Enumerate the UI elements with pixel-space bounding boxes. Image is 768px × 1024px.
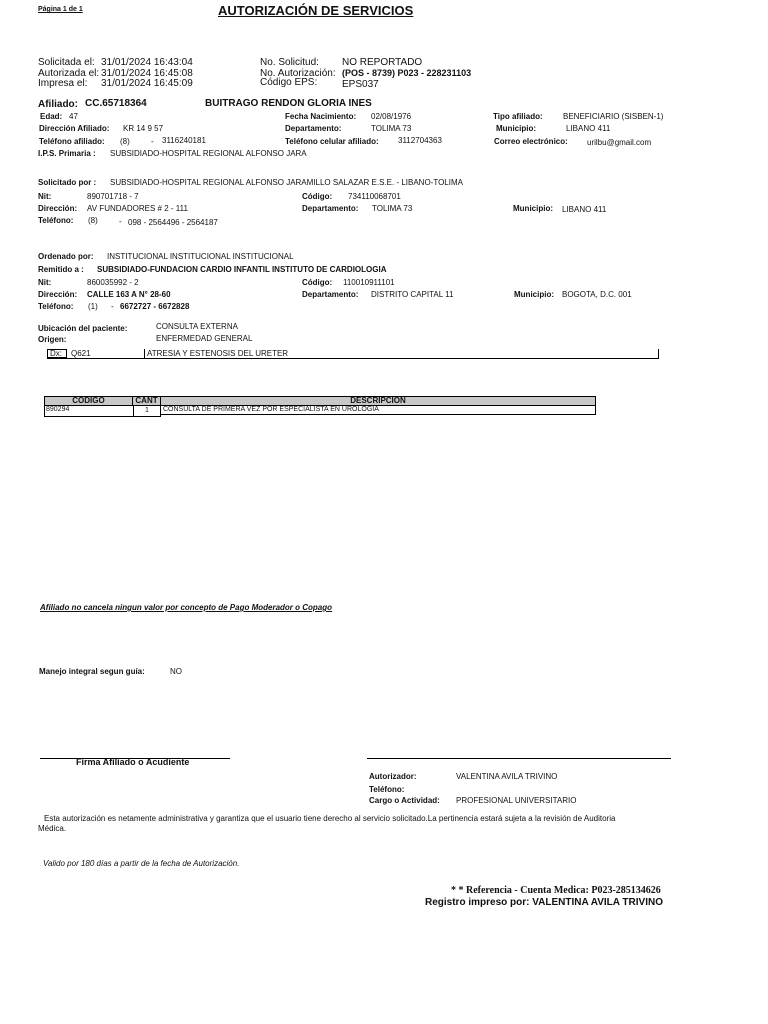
correo-label: Correo electrónico: [494, 137, 568, 146]
remitido-nit-value: 860035992 - 2 [87, 278, 139, 287]
col-header-cant: CANT [132, 396, 161, 406]
remitido-nit-label: Nit: [38, 278, 52, 287]
firma-afiliado-label: Firma Afiliado o Acudiente [76, 757, 190, 767]
dx-end-mark [658, 349, 659, 359]
telefono-afiliado-indicativo: (8) [120, 137, 130, 146]
copago-note: Afiliado no cancela ningun valor por concepto de Pago Moderador o Copago [40, 603, 333, 612]
dx-label: Dx: [50, 349, 62, 358]
remitido-direccion-value: CALLE 163 A N° 28-60 [87, 290, 171, 299]
manejo-integral-value: NO [170, 667, 182, 676]
solicitante-direccion-value: AV FUNDADORES # 2 - 111 [87, 204, 188, 213]
solicitada-value: 31/01/2024 16:43:04 [101, 57, 193, 68]
no-solicitud-value: NO REPORTADO [342, 57, 423, 68]
ubicacion-paciente-label: Ubicación del paciente: [38, 324, 128, 333]
codigo-eps-label: Código EPS: [260, 77, 318, 88]
solicitante-direccion-label: Dirección: [38, 204, 78, 213]
afiliado-label: Afiliado: [38, 99, 78, 110]
direccion-afiliado-label: Dirección Afiliado: [39, 124, 110, 133]
solicitante-municipio-label: Municipio: [513, 204, 553, 213]
municipio-afiliado-label: Municipio: [496, 124, 536, 133]
direccion-afiliado-value: KR 14 9 57 [123, 124, 164, 133]
impresa-label: Impresa el: [38, 78, 88, 89]
disclaimer-text: Esta autorización es netamente administrativa y garantiza que el usuario tiene derecho al servicio solicitado.La pertinencia estará sujeta a la revisión de Auditoria Médica. [38, 814, 616, 833]
fecha-nac-label: Fecha Nacimiento: [285, 112, 357, 121]
solicitante-departamento-value: TOLIMA 73 [372, 204, 413, 213]
origen-value: ENFERMEDAD GENERAL [156, 334, 253, 343]
dx-desc-underline [144, 358, 659, 359]
dx-code-underline [47, 358, 144, 359]
solicitante-telefono-dash: - [119, 217, 122, 226]
edad-value: 47 [69, 112, 78, 121]
document-title: AUTORIZACIÓN DE SERVICIOS [218, 3, 414, 18]
solicitante-telefono-label: Teléfono: [38, 216, 74, 225]
correo-value: urilbu@gmail.com [587, 138, 652, 147]
solicitado-por-value: SUBSIDIADO-HOSPITAL REGIONAL ALFONSO JARAMILLO SALAZAR E.S.E. - LIBANO-TOLIMA [110, 178, 463, 187]
codigo-eps-value: EPS037 [342, 79, 379, 90]
row-cant: 1 [133, 405, 161, 417]
ordenado-por-value: INSTITUCIONAL INSTITUCIONAL INSTITUCIONAL [107, 252, 294, 261]
remitido-a-value: SUBSIDIADO-FUNDACION CARDIO INFANTIL INSTITUTO DE CARDIOLOGIA [97, 265, 387, 274]
departamento-afiliado-label: Departamento: [285, 124, 342, 133]
remitido-municipio-value: BOGOTA, D.C. 001 [562, 290, 632, 299]
remitido-telefono-label: Teléfono: [38, 302, 74, 311]
page-counter: Página 1 de 1 [38, 6, 83, 13]
celular-afiliado-label: Teléfono celular afiliado: [285, 137, 379, 146]
solicitante-telefono-value: 098 - 2564496 - 2564187 [128, 218, 218, 227]
origen-label: Origen: [38, 335, 67, 344]
remitido-direccion-label: Dirección: [38, 290, 78, 299]
telefono-afiliado-dash: - [151, 137, 154, 146]
no-solicitud-label: No. Solicitud: [260, 57, 319, 68]
solicitante-codigo-label: Código: [302, 192, 333, 201]
departamento-afiliado-value: TOLIMA 73 [371, 124, 412, 133]
solicitante-nit-value: 890701718 - 7 [87, 192, 139, 201]
tipo-afiliado-label: Tipo afiliado: [493, 112, 543, 121]
impresa-value: 31/01/2024 16:45:09 [101, 78, 193, 89]
autorizada-value: 31/01/2024 16:45:08 [101, 68, 193, 79]
fecha-nac-value: 02/08/1976 [371, 112, 412, 121]
solicitante-codigo-value: 734110068701 [348, 192, 401, 201]
tipo-afiliado-value: BENEFICIARIO (SISBEN-1) [563, 112, 664, 121]
edad-label: Edad: [40, 112, 63, 121]
registro-impreso: Registro impreso por: VALENTINA AVILA TRIVINO [425, 897, 663, 908]
afiliado-name: BUITRAGO RENDON GLORIA INES [205, 98, 372, 109]
no-autorizacion-label: No. Autorización: [260, 68, 336, 79]
ips-primaria-value: SUBSIDIADO-HOSPITAL REGIONAL ALFONSO JARA [110, 149, 307, 158]
solicitante-nit-label: Nit: [38, 192, 52, 201]
solicitante-telefono-indicativo: (8) [88, 216, 98, 225]
ips-primaria-label: I.P.S. Primaria : [38, 149, 96, 158]
row-descripcion: CONSULTA DE PRIMERA VEZ POR ESPECIALISTA EN UROLOGIA [160, 405, 596, 415]
dx-code: Q621 [71, 349, 91, 358]
municipio-afiliado-value: LIBANO 411 [566, 124, 611, 133]
validez-note: Valido por 180 días a partir de la fecha de Autorización. [43, 859, 240, 868]
ubicacion-paciente-value: CONSULTA EXTERNA [156, 322, 238, 331]
remitido-codigo-value: 110010911101 [343, 278, 395, 287]
firma-autorizador-line [367, 758, 671, 759]
dx-description: ATRESIA Y ESTENOSIS DEL URETER [147, 349, 289, 358]
telefono-afiliado-value: 3116240181 [162, 136, 206, 145]
remitido-a-label: Remitido a : [38, 265, 84, 274]
autorizador-telefono-label: Teléfono: [369, 785, 405, 794]
ordenado-por-label: Ordenado por: [38, 252, 94, 261]
solicitante-departamento-label: Departamento: [302, 204, 359, 213]
col-header-codigo: CODIGO [44, 396, 133, 406]
solicitada-label: Solicitada el: [38, 57, 95, 68]
manejo-integral-label: Manejo integral segun guía: [39, 667, 145, 676]
remitido-departamento-label: Departamento: [302, 290, 359, 299]
afiliado-id: CC.65718364 [85, 98, 147, 109]
remitido-departamento-value: DISTRITO CAPITAL 11 [371, 290, 454, 299]
remitido-telefono-indicativo: (1) [88, 302, 98, 311]
no-autorizacion-value: (POS - 8739) P023 - 228231103 [342, 68, 472, 78]
remitido-codigo-label: Código: [302, 278, 333, 287]
referencia-cuenta: * * Referencia - Cuenta Medica: P023-285134626 [451, 885, 661, 896]
col-header-descripcion: DESCRIPCION [160, 396, 596, 406]
solicitante-municipio-value: LIBANO 411 [562, 205, 607, 214]
remitido-telefono-dash: - [111, 302, 114, 311]
row-codigo: 890294 [44, 405, 133, 417]
cargo-value: PROFESIONAL UNIVERSITARIO [456, 796, 577, 805]
celular-afiliado-value: 3112704363 [398, 136, 442, 145]
autorizador-label: Autorizador: [369, 772, 417, 781]
remitido-municipio-label: Municipio: [514, 290, 554, 299]
autorizada-label: Autorizada el: [38, 68, 100, 79]
cargo-label: Cargo o Actividad: [369, 796, 440, 805]
telefono-afiliado-label: Teléfono afiliado: [39, 137, 105, 146]
remitido-telefono-value: 6672727 - 6672828 [120, 302, 190, 311]
solicitado-por-label: Solicitado por : [38, 178, 97, 187]
autorizador-value: VALENTINA AVILA TRIVINO [456, 772, 558, 781]
